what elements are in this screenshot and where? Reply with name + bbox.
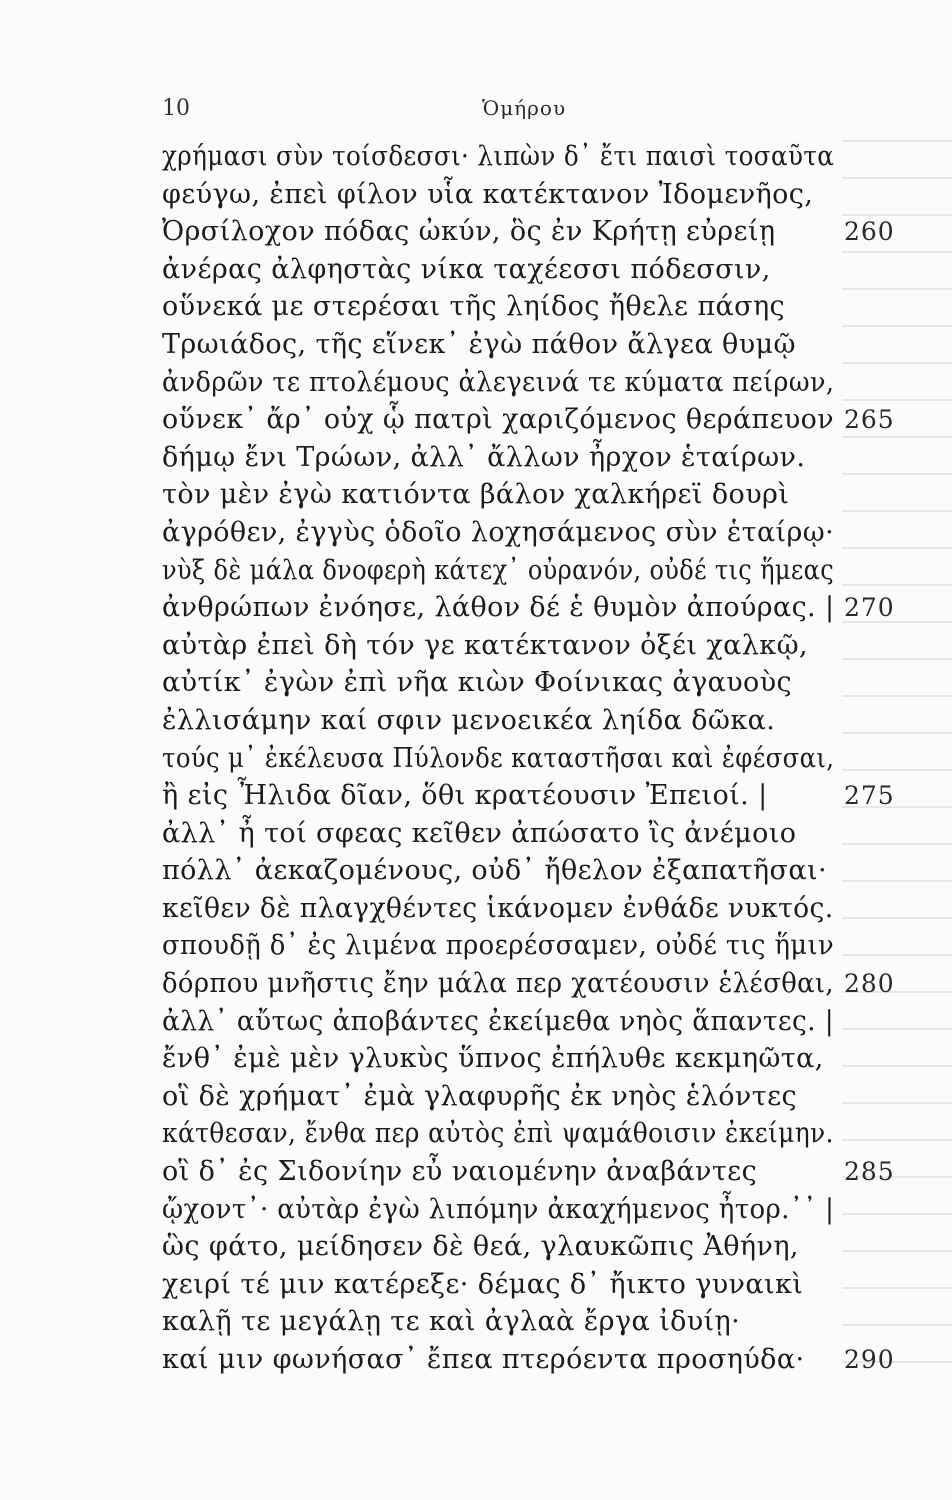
verse-text: οἳ δὲ χρήματ᾽ ἐμὰ γλαφυρῆς ἐκ νηὸς ἑλόντες — [162, 1080, 797, 1112]
verse-text: χρήμασι σὺν τοίσδεσσι· λιπὼν δ᾽ ἔτι παισὶ τοσαῦτα — [162, 141, 835, 172]
verse-line — [162, 852, 922, 890]
line-number: 290 — [844, 1345, 895, 1374]
verse-text: αὐτὰρ ἐπεὶ δὴ τόν γε κατέκτανον ὀξέι χαλκῷ, — [162, 629, 808, 661]
verse-text: ἀνθρώπων ἐνόησε, λάθον δέ ἑ θυμὸν ἀπούρας. | — [162, 592, 835, 624]
verse-block — [162, 138, 922, 1379]
verse-line — [162, 777, 922, 815]
verse-line — [162, 514, 922, 552]
verse-text: φεύγω, ἐπεὶ φίλον υἷα κατέκτανον Ἰδομενῆος, — [162, 178, 814, 210]
verse-line — [162, 176, 922, 214]
verse-text: ἀγρόθεν, ἐγγὺς ὁδοῖο λοχησάμενος σὺν ἑταίρῳ· — [162, 516, 835, 548]
verse-text: οὕνεκά με στερέσαι τῆς ληίδος ἤθελε πάσης — [162, 291, 786, 323]
verse-text: καλῇ τε μεγάλῃ τε καὶ ἀγλαὰ ἔργα ἰδυίῃ· — [162, 1306, 741, 1338]
line-number: 285 — [844, 1157, 895, 1187]
verse-text: σπουδῇ δ᾽ ἐς λιμένα προερέσσαμεν, οὐδέ τις ἥμιν — [162, 930, 835, 962]
line-number: 270 — [844, 593, 895, 623]
verse-text: τὸν μὲν ἐγὼ κατιόντα βάλον χαλκήρεϊ δουρὶ — [162, 479, 790, 511]
verse-line — [162, 213, 922, 251]
verse-line — [162, 476, 922, 514]
verse-text: ἀνέρας ἀλφηστὰς νίκα ταχέεσσι πόδεσσιν, — [162, 253, 771, 285]
verse-line — [162, 364, 922, 402]
verse-text: δήμῳ ἔνι Τρώων, ἀλλ᾽ ἄλλων ἦρχον ἑταίρων. — [162, 441, 806, 473]
verse-line — [162, 1115, 922, 1153]
verse-line — [162, 1153, 922, 1191]
verse-line — [162, 1040, 922, 1078]
verse-text: ἀλλ᾽ αὔτως ἀποβάντες ἐκείμεθα νηὸς ἅπαντες. | — [162, 1005, 834, 1037]
verse-text: χειρί τέ μιν κατέρεξε· δέμας δ᾽ ἤικτο γυναικὶ — [162, 1268, 804, 1300]
verse-text: νὺξ δὲ μάλα δνοφερὴ κάτεχ᾽ οὐρανόν, οὐδέ τις ἥμεας — [162, 554, 835, 586]
verse-line — [162, 927, 922, 965]
line-number: 280 — [844, 969, 895, 999]
verse-text: οὕνεκ᾽ ἄρ᾽ οὐχ ᾧ πατρὶ χαριζόμενος θεράπευον — [162, 404, 834, 436]
verse-line — [162, 439, 922, 477]
page-number: 10 — [162, 96, 190, 121]
verse-line — [162, 1228, 922, 1266]
verse-text: ἀνδρῶν τε πτολέμους ἀλεγεινά τε κύματα πείρων, — [162, 366, 835, 398]
verse-text: τούς μ᾽ ἐκέλευσα Πύλονδε καταστῆσαι καὶ ἐφέσσαι, — [162, 742, 835, 774]
page-header — [162, 96, 892, 132]
verse-text: ἐλλισάμην καί σφιν μενοεικέα ληίδα δῶκα. — [162, 704, 776, 736]
verse-line — [162, 251, 922, 289]
line-number: 275 — [844, 781, 895, 811]
verse-line — [162, 1191, 922, 1229]
verse-line — [162, 890, 922, 928]
verse-line — [162, 627, 922, 665]
verse-text: κάτθεσαν, ἔνθα περ αὐτὸς ἐπὶ ψαμάθοισιν ἐκείμην. — [162, 1118, 834, 1150]
verse-text: ἀλλ᾽ ἦ τοί σφεας κεῖθεν ἀπώσατο ἲς ἀνέμοιο — [162, 817, 797, 849]
verse-line — [162, 552, 922, 590]
verse-text: καί μιν φωνήσασ᾽ ἔπεα πτερόεντα προσηύδα· — [162, 1344, 805, 1375]
line-number: 260 — [844, 217, 895, 247]
verse-line — [162, 1341, 922, 1379]
verse-line — [162, 1003, 922, 1041]
verse-line — [162, 702, 922, 740]
verse-line — [162, 965, 922, 1003]
verse-line — [162, 589, 922, 627]
verse-text: δόρπου μνῆστις ἔην μάλα περ χατέουσιν ἑλέσθαι, — [162, 968, 835, 1000]
verse-line — [162, 1266, 922, 1304]
verse-line — [162, 1303, 922, 1341]
verse-text: ἢ εἰς Ἦλιδα δῖαν, ὅθι κρατέουσιν Ἐπειοί. | — [162, 780, 768, 812]
verse-line — [162, 326, 922, 364]
verse-text: οἳ δ᾽ ἐς Σιδονίην εὖ ναιομένην ἀναβάντες — [162, 1156, 758, 1188]
verse-line — [162, 1078, 922, 1116]
running-title: Ὁμήρου — [482, 96, 567, 120]
verse-text: Τρωιάδος, τῆς εἵνεκ᾽ ἐγὼ πάθον ἄλγεα θυμῷ — [162, 328, 796, 360]
verse-text: πόλλ᾽ ἀεκαζομένους, οὐδ᾽ ἤθελον ἐξαπατῆσαι· — [162, 855, 827, 887]
verse-line — [162, 138, 922, 176]
verse-text: ᾤχοντ᾽· αὐτὰρ ἐγὼ λιπόμην ἀκαχήμενος ἦτορ.᾽᾽ | — [162, 1193, 835, 1225]
verse-text: ἔνθ᾽ ἐμὲ μὲν γλυκὺς ὕπνος ἐπήλυθε κεκμηῶτα, — [162, 1043, 824, 1075]
verse-line — [162, 815, 922, 853]
line-number: 265 — [844, 405, 895, 435]
verse-text: κεῖθεν δὲ πλαγχθέντες ἱκάνομεν ἐνθάδε νυκτός. — [162, 892, 834, 924]
verse-text: αὐτίκ᾽ ἐγὼν ἐπὶ νῆα κιὼν Φοίνικας ἀγαυοὺς — [162, 667, 793, 699]
verse-line — [162, 740, 922, 778]
verse-text: ὣς φάτο, μείδησεν δὲ θεά, γλαυκῶπις Ἀθήνη, — [162, 1231, 799, 1263]
verse-line — [162, 288, 922, 326]
verse-line — [162, 664, 922, 702]
verse-line — [162, 401, 922, 439]
verse-text: Ὀρσίλοχον πόδας ὠκύν, ὃς ἐν Κρήτῃ εὐρείῃ — [162, 216, 776, 248]
